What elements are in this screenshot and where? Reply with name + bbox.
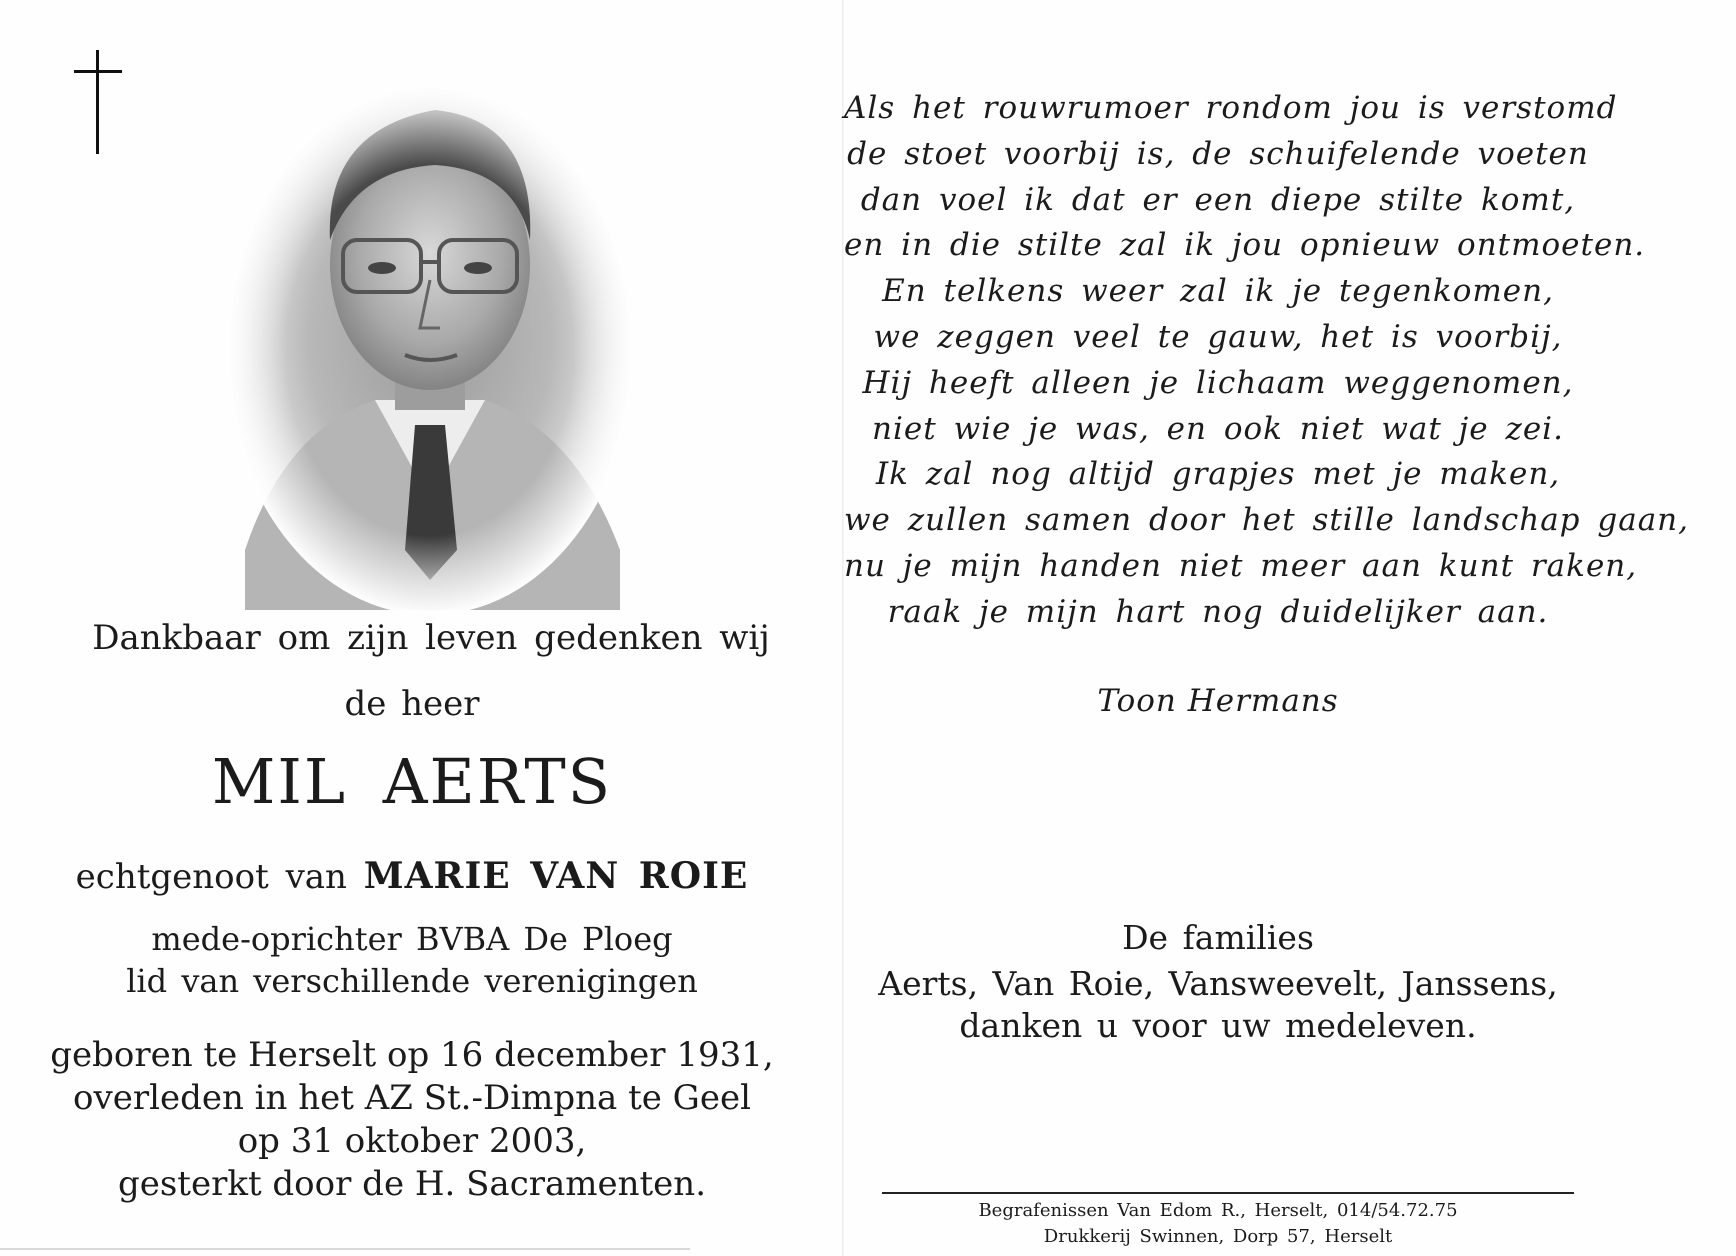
role-line-1: mede-oprichter BVBA De Ploeg: [151, 920, 673, 958]
death-line: overleden in het AZ St.-Dimpna te Geel: [73, 1078, 751, 1118]
poem-author: Toon Hermans: [1097, 683, 1339, 719]
printer-line: Drukkerij Swinnen, Dorp 57, Herselt: [1043, 1226, 1393, 1247]
poem-line: niet wie je was, en ook niet wat je zei.: [872, 410, 1564, 447]
sacraments-line: gesterkt door de H. Sacramenten.: [117, 1164, 707, 1204]
spouse-prefix: echtgenoot van: [75, 857, 347, 897]
death-date-line: op 31 oktober 2003,: [237, 1121, 587, 1161]
poem-line: En telkens weer zal ik je tegenkomen,: [882, 273, 1554, 310]
poem-line: Ik zal nog altijd grapjes met je maken,: [875, 456, 1561, 493]
spouse-name: MARIE VAN ROIE: [363, 855, 749, 897]
right-panel: [844, 0, 1736, 1256]
poem-line: dan voel ik dat er een diepe stilte komt,: [860, 181, 1576, 218]
deceased-name: MIL AERTS: [211, 745, 613, 818]
poem-line: Hij heeft alleen je lichaam weggenomen,: [862, 364, 1574, 401]
role-line-2: lid van verschillende verenigingen: [126, 962, 698, 1000]
poem-line: nu je mijn handen niet meer aan kunt raken,: [844, 547, 1638, 584]
title-text: de heer: [344, 684, 480, 724]
intro-text: Dankbaar om zijn leven gedenken wij: [92, 618, 770, 658]
families-thanks: danken u voor uw medeleven.: [959, 1006, 1477, 1045]
birth-line: geboren te Herselt op 16 december 1931,: [50, 1035, 774, 1075]
poem-line: de stoet voorbij is, de schuifelende voeten: [847, 135, 1589, 172]
card-bottom-edge: [0, 1248, 690, 1250]
poem-line: Als het rouwrumoer rondom jou is verstomd: [844, 90, 1618, 126]
funeral-home-line: Begrafenissen Van Edom R., Herselt, 014/54.72.75: [978, 1200, 1458, 1221]
poem-line: raak je mijn hart nog duidelijker aan.: [887, 593, 1549, 630]
cross-icon: [74, 50, 122, 154]
poem-line: we zeggen veel te gauw, het is voorbij,: [873, 318, 1563, 355]
portrait-photo: [225, 80, 635, 610]
poem-line: we zullen samen door het stille landschap gaan,: [844, 502, 1690, 539]
spouse-line: [0, 855, 824, 897]
divider-rule: [882, 1192, 1574, 1194]
families-heading: De families: [1122, 918, 1314, 957]
left-panel: [0, 0, 842, 1256]
poem: [844, 86, 1690, 636]
families-names: Aerts, Van Roie, Vansweevelt, Janssens,: [878, 964, 1558, 1003]
poem-line: en in die stilte zal ik jou opnieuw ontmoeten.: [844, 227, 1646, 264]
